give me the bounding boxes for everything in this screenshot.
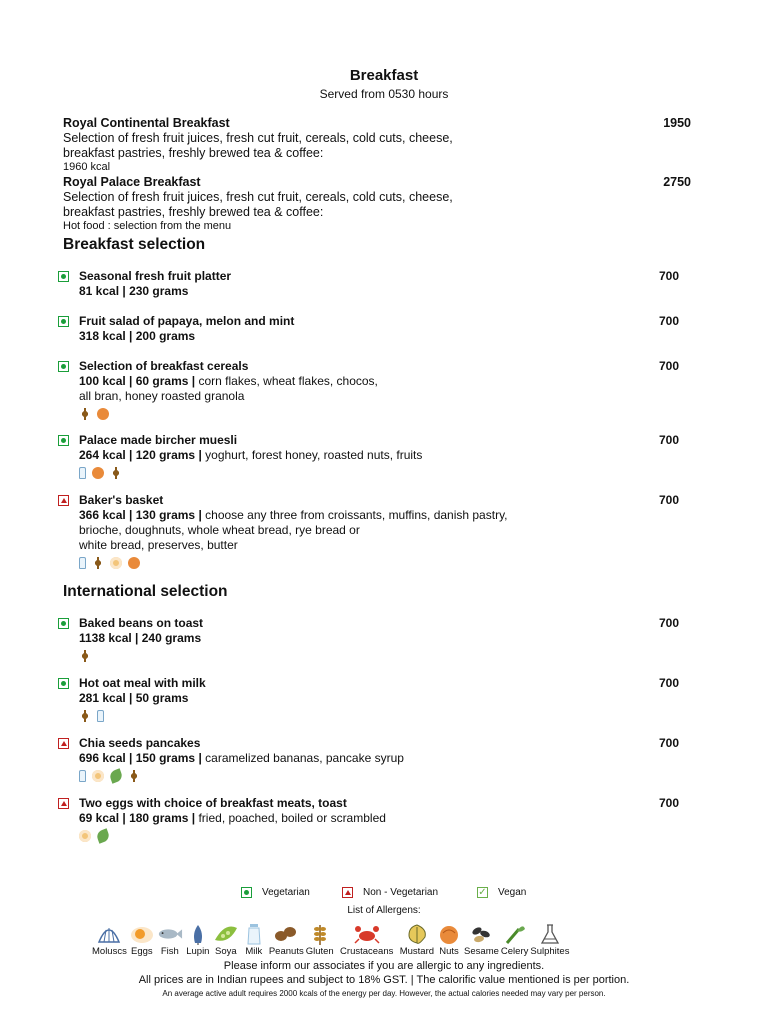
vegetarian-icon <box>58 678 69 689</box>
set-menu-royal-continental <box>63 116 703 174</box>
item-name: Baked beans on toast <box>79 616 204 630</box>
legend-label: Vegetarian <box>262 887 310 898</box>
eggs-icon <box>92 770 104 782</box>
legend-label: Vegan <box>498 887 527 898</box>
set-note: Hot food : selection from the menu <box>63 220 232 232</box>
allergen-soya: Soya <box>213 922 239 957</box>
set-description: breakfast pastries, freshly brewed tea & coffee: <box>63 205 324 219</box>
gluten-icon <box>79 650 91 662</box>
legend-vegetarian <box>241 887 310 898</box>
non-vegetarian-icon <box>58 738 69 749</box>
set-menu-royal-palace <box>63 175 703 233</box>
set-name: Royal Palace Breakfast <box>63 175 201 189</box>
menu-item <box>58 314 698 344</box>
allergen-icons <box>79 709 599 723</box>
page-subtitle: Served from 0530 hours <box>319 87 449 101</box>
item-detail: caramelized bananas, pancake syrup <box>201 751 404 765</box>
sesame-icon <box>468 922 494 946</box>
celery-icon <box>502 922 528 946</box>
gluten-icon <box>92 557 104 569</box>
set-name: Royal Continental Breakfast <box>63 116 230 130</box>
milk-icon <box>241 922 267 946</box>
menu-item <box>58 676 698 723</box>
nuts-icon <box>128 557 140 569</box>
item-meta: 81 kcal | 230 grams <box>79 284 189 298</box>
lupin-icon <box>185 922 211 946</box>
mustard-icon <box>404 922 430 946</box>
shell-icon <box>96 922 122 946</box>
allergen-sesame: Sesame <box>464 922 499 957</box>
allergen-legend <box>92 922 569 957</box>
menu-item <box>58 433 698 480</box>
item-meta: 69 kcal | 180 grams | <box>79 811 196 825</box>
non-vegetarian-icon <box>58 495 69 506</box>
gluten-icon <box>79 710 91 722</box>
crab-icon <box>354 922 380 946</box>
menu-item <box>58 616 698 663</box>
set-description: Selection of fresh fruit juices, fresh cut fruit, cereals, cold cuts, cheese, <box>63 131 453 145</box>
milk-icon <box>79 467 86 479</box>
soya-icon <box>213 922 239 946</box>
menu-item <box>58 359 698 421</box>
milk-icon <box>97 710 104 722</box>
egg-icon <box>129 922 155 946</box>
allergen-icons <box>79 769 599 783</box>
item-detail: yoghurt, forest honey, roasted nuts, fruits <box>201 448 423 462</box>
allergen-icons <box>79 407 599 421</box>
item-detail: all bran, honey roasted granola <box>79 389 245 403</box>
eggs-icon <box>79 830 91 842</box>
allergen-peanuts: Peanuts <box>269 922 304 957</box>
item-detail: brioche, doughnuts, whole wheat bread, rye bread or <box>79 523 360 537</box>
milk-icon <box>79 557 86 569</box>
item-meta: 366 kcal | 130 grams | <box>79 508 202 522</box>
item-name: Hot oat meal with milk <box>79 676 206 690</box>
peanut-icon <box>273 922 299 946</box>
page-title: Breakfast <box>349 67 419 84</box>
set-description: breakfast pastries, freshly brewed tea & coffee: <box>63 146 324 160</box>
item-name: Seasonal fresh fruit platter <box>79 269 232 283</box>
set-price: 1950 <box>663 116 691 130</box>
legend-non-vegetarian <box>342 887 438 898</box>
item-price: 700 <box>659 616 680 630</box>
item-price: 700 <box>659 433 680 447</box>
item-name: Selection of breakfast cereals <box>79 359 249 373</box>
allergen-fish: Fish <box>157 922 183 957</box>
nut-icon <box>436 922 462 946</box>
vegan-icon: ✓ <box>478 886 487 898</box>
allergen-lupin: Lupin <box>185 922 211 957</box>
allergen-gluten: Gluten <box>306 922 334 957</box>
allergen-icons <box>79 556 619 570</box>
item-name: Fruit salad of papaya, melon and mint <box>79 314 295 328</box>
allergen-mustard: Mustard <box>400 922 434 957</box>
allergy-notice: Please inform our associates if you are allergic to any ingredients. <box>223 960 545 972</box>
vegetarian-icon <box>58 316 69 327</box>
menu-item <box>58 269 698 299</box>
legend-label: Non - Vegetarian <box>363 887 439 898</box>
milk-icon <box>79 770 86 782</box>
item-price: 700 <box>659 269 680 283</box>
item-meta: 696 kcal | 150 grams | <box>79 751 202 765</box>
flask-icon <box>537 922 563 946</box>
allergen-moluscs: Moluscs <box>92 922 127 957</box>
item-price: 700 <box>659 314 680 328</box>
item-meta: 281 kcal | 50 grams <box>79 691 189 705</box>
section-heading-international: International selection <box>63 583 228 600</box>
allergen-icons <box>79 649 599 663</box>
menu-item <box>58 493 698 570</box>
fish-icon <box>157 922 183 946</box>
item-detail: choose any three from croissants, muffins, danish pastry, <box>201 508 508 522</box>
item-price: 700 <box>659 493 680 507</box>
item-detail: corn flakes, wheat flakes, chocos, <box>195 374 378 388</box>
calorie-notice: An average active adult requires 2000 kcals of the energy per day. However, the actual calories needed may vary per person. <box>162 989 606 998</box>
item-meta: 264 kcal | 120 grams | <box>79 448 202 462</box>
item-price: 700 <box>659 736 680 750</box>
allergen-milk: Milk <box>241 922 267 957</box>
non-vegetarian-icon <box>58 798 69 809</box>
allergen-nuts: Nuts <box>436 922 462 957</box>
allergens-title: List of Allergens: <box>347 905 421 916</box>
item-name: Palace made bircher muesli <box>79 433 238 447</box>
item-name: Baker's basket <box>79 493 164 507</box>
price-notice: All prices are in Indian rupees and subject to 18% GST. | The calorific value mentioned is per portion. <box>138 974 630 986</box>
vegetarian-icon <box>58 618 69 629</box>
celery-icon <box>108 768 123 783</box>
allergen-sulphites: Sulphites <box>530 922 569 957</box>
section-heading-breakfast: Breakfast selection <box>63 236 206 253</box>
gluten-icon <box>128 770 140 782</box>
non-vegetarian-icon <box>342 887 353 898</box>
item-name: Chia seeds pancakes <box>79 736 201 750</box>
gluten-icon <box>110 467 122 479</box>
item-name: Two eggs with choice of breakfast meats, toast <box>79 796 347 810</box>
allergen-icons <box>79 466 599 480</box>
vegetarian-icon <box>241 887 252 898</box>
set-price: 2750 <box>663 175 691 189</box>
item-detail: fried, poached, boiled or scrambled <box>195 811 386 825</box>
allergen-crustaceans: Crustaceans <box>336 922 398 957</box>
vegetarian-icon <box>58 271 69 282</box>
eggs-icon <box>110 557 122 569</box>
set-note: 1960 kcal <box>63 161 111 173</box>
item-meta: 318 kcal | 200 grams <box>79 329 196 343</box>
item-meta: 1138 kcal | 240 grams <box>79 631 202 645</box>
wheat-icon <box>307 922 333 946</box>
celery-icon <box>95 828 110 843</box>
item-price: 700 <box>659 676 680 690</box>
item-meta: 100 kcal | 60 grams | <box>79 374 196 388</box>
menu-item <box>58 796 698 843</box>
vegetarian-icon <box>58 435 69 446</box>
menu-item <box>58 736 698 783</box>
set-description: Selection of fresh fruit juices, fresh cut fruit, cereals, cold cuts, cheese, <box>63 190 453 204</box>
item-price: 700 <box>659 796 680 810</box>
allergen-icons <box>79 829 599 843</box>
item-detail: white bread, preserves, butter <box>79 538 238 552</box>
legend-vegan <box>477 887 526 898</box>
nuts-icon <box>97 408 109 420</box>
allergen-eggs: Eggs <box>129 922 155 957</box>
gluten-icon <box>79 408 91 420</box>
nuts-icon <box>92 467 104 479</box>
vegetarian-icon <box>58 361 69 372</box>
item-price: 700 <box>659 359 680 373</box>
allergen-celery: Celery <box>501 922 528 957</box>
